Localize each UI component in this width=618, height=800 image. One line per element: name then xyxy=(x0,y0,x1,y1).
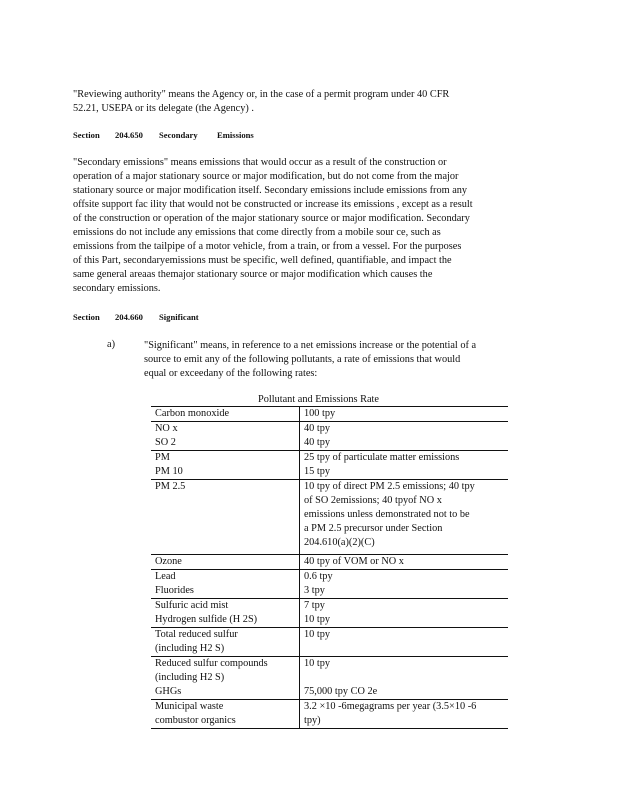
rate-line: 40 tpy xyxy=(304,423,331,434)
table-row xyxy=(151,407,508,422)
rate-line: 3 tpy xyxy=(304,585,325,596)
section-label: Section xyxy=(73,312,100,322)
section-label: Section xyxy=(73,130,100,140)
pollutant-line: Hydrogen sulfide (H 2S) xyxy=(155,614,258,625)
rate-cell xyxy=(300,599,509,628)
reviewing-authority-definition xyxy=(73,88,538,116)
significant-definition xyxy=(144,339,534,381)
rate-line: 10 tpy of direct PM 2.5 emissions; 40 tpy xyxy=(304,481,475,492)
pollutant-cell xyxy=(151,570,300,599)
rate-line: emissions unless demonstrated not to be xyxy=(304,509,470,520)
table-row xyxy=(151,657,508,700)
definition-line: "Significant" means, in reference to a net emissions increase or the potential of a xyxy=(144,340,477,351)
definition-line: stationary source or major modification itself. Secondary emissions include emissions from any xyxy=(73,185,468,196)
rate-line: 3.2 ×10 -6megagrams per year (3.5×10 -6 xyxy=(304,701,477,712)
pollutant-cell xyxy=(151,700,300,729)
definition-line: "Secondary emissions" means emissions that would occur as a result of the construction or xyxy=(73,157,447,168)
table-row xyxy=(151,700,508,729)
pollutant-line: Carbon monoxide xyxy=(155,408,230,419)
table-title: Pollutant and Emissions Rate xyxy=(258,394,379,405)
definition-line: offsite support fac ility that would not be constructed or increase its emissions , except as a result xyxy=(73,199,473,210)
definition-line: "Reviewing authority" means the Agency or, in the case of a permit program under 40 CFR xyxy=(73,89,450,100)
section-title-word: Secondary xyxy=(159,130,198,140)
definition-line: secondary emissions. xyxy=(73,283,161,294)
rate-line: 204.610(a)(2)(C) xyxy=(304,537,375,548)
rate-cell xyxy=(300,700,509,729)
table-row xyxy=(151,628,508,657)
pollutant-cell xyxy=(151,451,300,480)
definition-line: equal or exceedany of the following rates: xyxy=(144,368,318,379)
rate-line: a PM 2.5 precursor under Section xyxy=(304,523,443,534)
pollutant-line: NO x xyxy=(155,423,178,434)
table-row xyxy=(151,480,508,555)
pollutant-line: SO 2 xyxy=(155,437,176,448)
section-title-word: Emissions xyxy=(217,130,254,140)
rate-cell xyxy=(300,657,509,700)
pollutant-line: PM 2.5 xyxy=(155,481,186,492)
subsection-marker: a) xyxy=(107,339,115,350)
rate-line: 10 tpy xyxy=(304,629,331,640)
rate-cell xyxy=(300,480,509,555)
definition-line: same general areaas themajor stationary source or major modification which causes the xyxy=(73,269,433,280)
pollutant-line: Municipal waste xyxy=(155,701,224,712)
pollutant-line: PM 10 xyxy=(155,466,183,477)
table-body xyxy=(151,407,508,729)
rate-cell xyxy=(300,407,509,422)
pollutant-line: Lead xyxy=(155,571,176,582)
pollutant-cell xyxy=(151,407,300,422)
rate-cell xyxy=(300,570,509,599)
pollutant-line: PM xyxy=(155,452,170,463)
pollutant-line: Total reduced sulfur xyxy=(155,629,238,640)
section-number: 204.660 xyxy=(115,312,143,322)
secondary-emissions-definition xyxy=(73,156,535,296)
rate-line: 75,000 tpy CO 2e xyxy=(304,686,378,697)
pollutant-line: Fluorides xyxy=(155,585,194,596)
pollutant-cell xyxy=(151,480,300,555)
rate-line: 25 tpy of particulate matter emissions xyxy=(304,452,460,463)
rate-line: 7 tpy xyxy=(304,600,325,611)
definition-line: emissions do not include any emissions that come directly from a mobile sour ce, such as xyxy=(73,227,441,238)
rate-line xyxy=(304,671,504,685)
definition-line: operation of a major stationary source or major modification, but do not come from the major xyxy=(73,171,459,182)
rate-line: 40 tpy of VOM or NO x xyxy=(304,556,404,567)
pollutant-cell xyxy=(151,555,300,570)
section-title: Significant xyxy=(159,312,199,322)
table-row xyxy=(151,422,508,451)
definition-line: 52.21, USEPA or its delegate (the Agency) . xyxy=(73,103,254,114)
section-204-660-heading xyxy=(73,312,199,322)
rate-line: 0.6 tpy xyxy=(304,571,333,582)
rate-cell xyxy=(300,628,509,657)
pollutant-cell xyxy=(151,599,300,628)
rate-line: of SO 2emissions; 40 tpyof NO x xyxy=(304,495,442,506)
pollutant-line: GHGs xyxy=(155,686,182,697)
rate-line: 40 tpy xyxy=(304,437,331,448)
pollutant-line: (including H2 S) xyxy=(155,643,225,654)
rate-line: tpy) xyxy=(304,715,321,726)
rate-cell xyxy=(300,422,509,451)
section-204-650-heading xyxy=(73,130,254,140)
section-number: 204.650 xyxy=(115,130,143,140)
pollutant-cell xyxy=(151,628,300,657)
rate-cell xyxy=(300,555,509,570)
pollutant-line: (including H2 S) xyxy=(155,672,225,683)
pollutant-line: Sulfuric acid mist xyxy=(155,600,229,611)
definition-line: emissions from the tailpipe of a motor vehicle, from a train, or from a vessel. For the purposes xyxy=(73,241,462,252)
pollutant-line: Reduced sulfur compounds xyxy=(155,658,268,669)
table-row xyxy=(151,451,508,480)
pollutant-cell xyxy=(151,657,300,700)
table-row xyxy=(151,570,508,599)
rate-line: 10 tpy xyxy=(304,614,331,625)
pollutant-line: Ozone xyxy=(155,556,182,567)
rate-line: 15 tpy xyxy=(304,466,331,477)
pollutant-line: combustor organics xyxy=(155,715,236,726)
rate-cell xyxy=(300,451,509,480)
definition-line: of the construction or operation of the major stationary source or major modification. Secondary xyxy=(73,213,470,224)
rate-line: 10 tpy xyxy=(304,658,331,669)
rate-line: 100 tpy xyxy=(304,408,336,419)
definition-line: source to emit any of the following pollutants, a rate of emissions that would xyxy=(144,354,461,365)
emissions-rate-table xyxy=(151,406,508,729)
table-row xyxy=(151,599,508,628)
table-row xyxy=(151,555,508,570)
definition-line: of this Part, secondaryemissions must be specific, well defined, quantifiable, and impact the xyxy=(73,255,452,266)
pollutant-cell xyxy=(151,422,300,451)
